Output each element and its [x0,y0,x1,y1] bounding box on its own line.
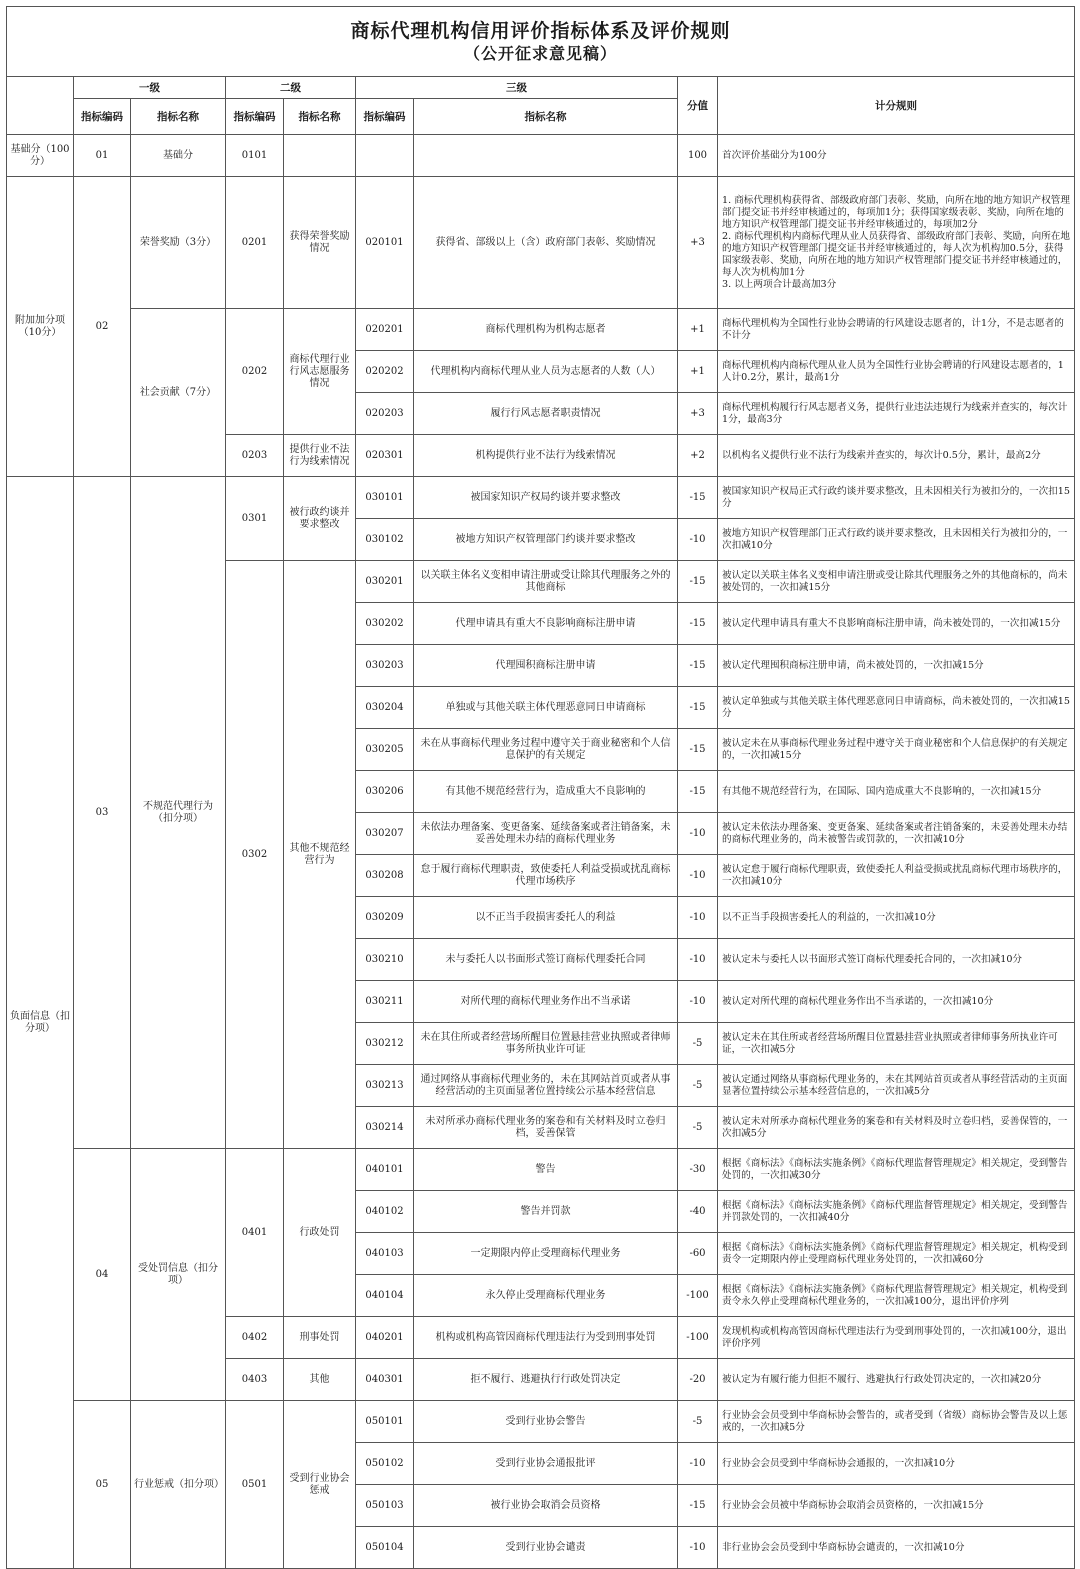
rule-text: 1. 商标代理机构获得省、部级政府部门表彰、奖励，向所在地的地方知识产权管理部门提交证书并经审核通过的，每项加1分；获得国家级表彰、奖励，向所在地的地方知识产权管理部门提交证书并经审核通过的，每项加2分 2. 商标代理机构内商标代理从业人员获得省、部级政府部门表彰、奖励，向所在地的地方知识产权管理部门提交证书并经审核通过的，每人次为机构加0.5分，获得国家级表彰、奖励，向所在地的地方知识产权管理部门提交证书并经审核通过的，每人次为机构加1分 3. 以上两项合计最高加3分 [718,177,1075,309]
header-level3: 三级 [356,77,678,99]
document [6,6,1074,1569]
l3-name: 永久停止受理商标代理业务 [414,1275,678,1317]
l3-code: 030102 [356,519,414,561]
rule-text: 被国家知识产权局正式行政约谈并要求整改，且未因相关行为被扣分的，一次扣15分 [718,477,1075,519]
l3-name: 机构提供行业不法行为线索情况 [414,435,678,477]
l1-code: 04 [74,1149,131,1401]
score-value: +1 [678,351,718,393]
score-value: -100 [678,1275,718,1317]
l2-name [284,135,356,177]
l3-code: 050104 [356,1527,414,1569]
rule-text: 根据《商标法》《商标法实施条例》《商标代理监督管理规定》相关规定，机构受到责令一定期限内停止受理商标代理业务处罚的，一次扣减60分 [718,1233,1075,1275]
l1-sub-honor: 荣誉奖励（3分） [131,177,226,309]
rule-text: 有其他不规范经营行为，在国际、国内造成重大不良影响的，一次扣减15分 [718,771,1075,813]
l3-code: 030203 [356,645,414,687]
score-value: -40 [678,1191,718,1233]
l2-name: 被行政约谈并要求整改 [284,477,356,561]
header-level1: 一级 [74,77,226,99]
l3-name: 通过网络从事商标代理业务的，未在其网站首页或者从事经营活动的主页面显著位置持续公示基本经营信息 [414,1065,678,1107]
title-cell [7,7,1075,77]
l1-code: 02 [74,177,131,477]
l3-code: 050103 [356,1485,414,1527]
l3-name: 怠于履行商标代理职责，致使委托人利益受损或扰乱商标代理市场秩序 [414,855,678,897]
l3-code: 030209 [356,897,414,939]
l2-name: 受到行业协会惩戒 [284,1401,356,1569]
l3-code: 040301 [356,1359,414,1401]
l3-name: 未在其住所或者经营场所醒目位置悬挂营业执照或者律师事务所执业许可证 [414,1023,678,1065]
l1-name: 不规范代理行为（扣分项） [131,477,226,1149]
score-value: -15 [678,645,718,687]
indicator-table [6,6,1075,1569]
l1-sub-social: 社会贡献（7分） [131,309,226,477]
header-l1-code: 指标编码 [74,99,131,135]
l3-name: 一定期限内停止受理商标代理业务 [414,1233,678,1275]
header-l3-name: 指标名称 [414,99,678,135]
l2-code: 0501 [226,1401,284,1569]
l2-code: 0101 [226,135,284,177]
l2-name: 刑事处罚 [284,1317,356,1359]
l2-name: 行政处罚 [284,1149,356,1317]
score-value: -15 [678,561,718,603]
rule-text: 被认定未在其住所或者经营场所醒目位置悬挂营业执照或者律师事务所执业许可证，一次扣减5分 [718,1023,1075,1065]
l2-code: 0203 [226,435,284,477]
l2-name: 其他不规范经营行为 [284,561,356,1149]
l1-name: 受处罚信息（扣分项） [131,1149,226,1401]
rule-text: 被认定代理囤积商标注册申请，尚未被处罚的，一次扣减15分 [718,645,1075,687]
l3-code [356,135,414,177]
l3-code: 030211 [356,981,414,1023]
header-l2-name: 指标名称 [284,99,356,135]
score-value: -10 [678,1527,718,1569]
l3-code: 040102 [356,1191,414,1233]
rule-text: 被认定未对所承办商标代理业务的案卷和有关材料及时立卷归档，妥善保管的，一次扣减5分 [718,1107,1075,1149]
rule-text: 被认定代理申请具有重大不良影响商标注册申请，尚未被处罚的，一次扣减15分 [718,603,1075,645]
l3-name: 未在从事商标代理业务过程中遵守关于商业秘密和个人信息保护的有关规定 [414,729,678,771]
l3-name: 单独或与其他关联主体代理恶意同日申请商标 [414,687,678,729]
table-row [7,1149,1075,1191]
l3-name: 代理囤积商标注册申请 [414,645,678,687]
score-value: -15 [678,771,718,813]
rule-text: 首次评价基础分为100分 [718,135,1075,177]
l3-code: 020201 [356,309,414,351]
l3-code: 030212 [356,1023,414,1065]
rule-text: 行业协会会员受到中华商标协会警告的，或者受到（省级）商标协会警告及以上惩戒的，一次扣减5分 [718,1401,1075,1443]
score-value: -10 [678,939,718,981]
l3-code: 020101 [356,177,414,309]
rule-text: 被认定未依法办理备案、变更备案、延续备案或者注销备案的，未妥善处理未办结的商标代理业务的，尚未被警告或罚款的，一次扣减10分 [718,813,1075,855]
rule-text: 行业协会会员被中华商标协会取消会员资格的，一次扣减15分 [718,1485,1075,1527]
l3-code: 030204 [356,687,414,729]
l3-name: 代理申请具有重大不良影响商标注册申请 [414,603,678,645]
score-value: -15 [678,729,718,771]
l3-code: 030101 [356,477,414,519]
l1-code: 03 [74,477,131,1149]
l3-name: 受到行业协会谴责 [414,1527,678,1569]
score-value: -5 [678,1401,718,1443]
rule-text: 非行业协会会员受到中华商标协会谴责的，一次扣减10分 [718,1527,1075,1569]
header-l1-name: 指标名称 [131,99,226,135]
l2-name: 获得荣誉奖励情况 [284,177,356,309]
score-value: -10 [678,1443,718,1485]
score-value: -10 [678,813,718,855]
table-row [7,477,1075,519]
table-row [7,1401,1075,1443]
score-value: -5 [678,1107,718,1149]
rule-text: 被认定对所代理的商标代理业务作出不当承诺的，一次扣减10分 [718,981,1075,1023]
l3-code: 040101 [356,1149,414,1191]
rule-text: 商标代理机构为全国性行业协会聘请的行风建设志愿者的，计1分，不是志愿者的不计分 [718,309,1075,351]
l3-name: 拒不履行、逃避执行行政处罚决定 [414,1359,678,1401]
rule-text: 被地方知识产权管理部门正式行政约谈并要求整改，且未因相关行为被扣分的，一次扣减10分 [718,519,1075,561]
header-score: 分值 [678,77,718,135]
rule-text: 商标代理机构履行行风志愿者义务，提供行业违法违规行为线索并查实的，每次计1分，最高3分 [718,393,1075,435]
score-value: +3 [678,393,718,435]
rule-text: 被认定怠于履行商标代理职责，致使委托人利益受损或扰乱商标代理市场秩序的，一次扣减10分 [718,855,1075,897]
l3-name: 机构或机构高管因商标代理违法行为受到刑事处罚 [414,1317,678,1359]
score-value: -20 [678,1359,718,1401]
l3-code: 030208 [356,855,414,897]
group-basic: 基础分（100分） [7,135,74,177]
l3-code: 030207 [356,813,414,855]
l2-code: 0401 [226,1149,284,1317]
l2-code: 0301 [226,477,284,561]
score-value: -15 [678,603,718,645]
score-value: -10 [678,519,718,561]
page-subtitle: （公开征求意见稿） [464,43,618,63]
rule-text: 发现机构或机构高管因商标代理违法行为受到刑事处罚的，一次扣减100分，退出评价序列 [718,1317,1075,1359]
rule-text: 商标代理机构内商标代理从业人员为全国性行业协会聘请的行风建设志愿者的，1人计0.2分，累计，最高1分 [718,351,1075,393]
l3-name: 有其他不规范经营行为，造成重大不良影响的 [414,771,678,813]
l3-name: 以不正当手段损害委托人的利益 [414,897,678,939]
l3-code: 020301 [356,435,414,477]
rule-text: 被认定以关联主体名义变相申请注册或受让除其代理服务之外的其他商标的，尚未被处罚的，一次扣减15分 [718,561,1075,603]
header-blank [7,77,74,135]
l2-code: 0402 [226,1317,284,1359]
l3-name: 警告 [414,1149,678,1191]
score-value: -10 [678,897,718,939]
l2-name: 商标代理行业行风志愿服务情况 [284,309,356,435]
header-l3-code: 指标编码 [356,99,414,135]
rule-text: 根据《商标法》《商标法实施条例》《商标代理监督管理规定》相关规定，受到警告处罚的，一次扣减30分 [718,1149,1075,1191]
l2-code: 0302 [226,561,284,1149]
l3-name: 受到行业协会警告 [414,1401,678,1443]
score-value: -5 [678,1023,718,1065]
l2-code: 0202 [226,309,284,435]
l3-name: 获得省、部级以上（含）政府部门表彰、奖励情况 [414,177,678,309]
l3-name: 未依法办理备案、变更备案、延续备案或者注销备案，未妥善处理未办结的商标代理业务 [414,813,678,855]
l3-name: 以关联主体名义变相申请注册或受让除其代理服务之外的其他商标 [414,561,678,603]
score-value: +2 [678,435,718,477]
l1-name: 基础分 [131,135,226,177]
l3-name: 代理机构内商标代理从业人员为志愿者的人数（人） [414,351,678,393]
l3-name: 被行业协会取消会员资格 [414,1485,678,1527]
l1-code: 01 [74,135,131,177]
score-value: -15 [678,477,718,519]
l1-code: 05 [74,1401,131,1569]
rule-text: 行业协会会员受到中华商标协会通报的，一次扣减10分 [718,1443,1075,1485]
rule-text: 以机构名义提供行业不法行为线索并查实的，每次计0.5分，累计，最高2分 [718,435,1075,477]
l3-name: 被地方知识产权管理部门约谈并要求整改 [414,519,678,561]
l3-code: 030213 [356,1065,414,1107]
l3-name: 未对所承办商标代理业务的案卷和有关材料及时立卷归档，妥善保管 [414,1107,678,1149]
l3-code: 020202 [356,351,414,393]
l3-name: 未与委托人以书面形式签订商标代理委托合同 [414,939,678,981]
score-value: -10 [678,981,718,1023]
rule-text: 根据《商标法》《商标法实施条例》《商标代理监督管理规定》相关规定，机构受到责令永久停止受理商标代理业务的，一次扣减100分，退出评价序列 [718,1275,1075,1317]
header-rule: 计分规则 [718,77,1075,135]
l2-code: 0201 [226,177,284,309]
l3-code: 030206 [356,771,414,813]
score-value: 100 [678,135,718,177]
l3-name: 履行行风志愿者职责情况 [414,393,678,435]
header-l2-code: 指标编码 [226,99,284,135]
rule-text: 被认定未在从事商标代理业务过程中遵守关于商业秘密和个人信息保护的有关规定的，一次扣减15分 [718,729,1075,771]
rule-text: 被认定未与委托人以书面形式签订商标代理委托合同的，一次扣减10分 [718,939,1075,981]
table-row [7,177,1075,309]
l3-code: 050101 [356,1401,414,1443]
l3-name: 受到行业协会通报批评 [414,1443,678,1485]
score-value: +3 [678,177,718,309]
l3-name: 被国家知识产权局约谈并要求整改 [414,477,678,519]
score-value: -100 [678,1317,718,1359]
l3-code: 030214 [356,1107,414,1149]
l3-code: 030202 [356,603,414,645]
rule-text: 以不正当手段损害委托人的利益的，一次扣减10分 [718,897,1075,939]
score-value: -10 [678,855,718,897]
score-value: +1 [678,309,718,351]
score-value: -5 [678,1065,718,1107]
group-negative: 负面信息（扣分项） [7,477,74,1569]
l3-code: 030210 [356,939,414,981]
l3-code: 040103 [356,1233,414,1275]
l3-name: 商标代理机构为机构志愿者 [414,309,678,351]
rule-text: 被认定单独或与其他关联主体代理恶意同日申请商标，尚未被处罚的，一次扣减15分 [718,687,1075,729]
l1-name: 行业惩戒（扣分项） [131,1401,226,1569]
l3-name: 对所代理的商标代理业务作出不当承诺 [414,981,678,1023]
l3-code: 030201 [356,561,414,603]
l2-code: 0403 [226,1359,284,1401]
score-value: -30 [678,1149,718,1191]
l3-code: 040104 [356,1275,414,1317]
page-title: 商标代理机构信用评价指标体系及评价规则 [350,19,731,42]
table-row [7,135,1075,177]
l3-name [414,135,678,177]
l3-code: 020203 [356,393,414,435]
l3-code: 040201 [356,1317,414,1359]
l2-name: 提供行业不法行为线索情况 [284,435,356,477]
rule-text: 被认定为有履行能力但拒不履行、逃避执行行政处罚决定的，一次扣减20分 [718,1359,1075,1401]
group-bonus: 附加加分项（10分） [7,177,74,477]
l3-code: 030205 [356,729,414,771]
header-level2: 二级 [226,77,356,99]
l3-name: 警告并罚款 [414,1191,678,1233]
score-value: -15 [678,687,718,729]
score-value: -60 [678,1233,718,1275]
l2-name: 其他 [284,1359,356,1401]
score-value: -15 [678,1485,718,1527]
table-row [7,309,1075,351]
rule-text: 被认定通过网络从事商标代理业务的，未在其网站首页或者从事经营活动的主页面显著位置持续公示基本经营信息的，一次扣减5分 [718,1065,1075,1107]
l3-code: 050102 [356,1443,414,1485]
rule-text: 根据《商标法》《商标法实施条例》《商标代理监督管理规定》相关规定，受到警告并罚款处罚的，一次扣减40分 [718,1191,1075,1233]
